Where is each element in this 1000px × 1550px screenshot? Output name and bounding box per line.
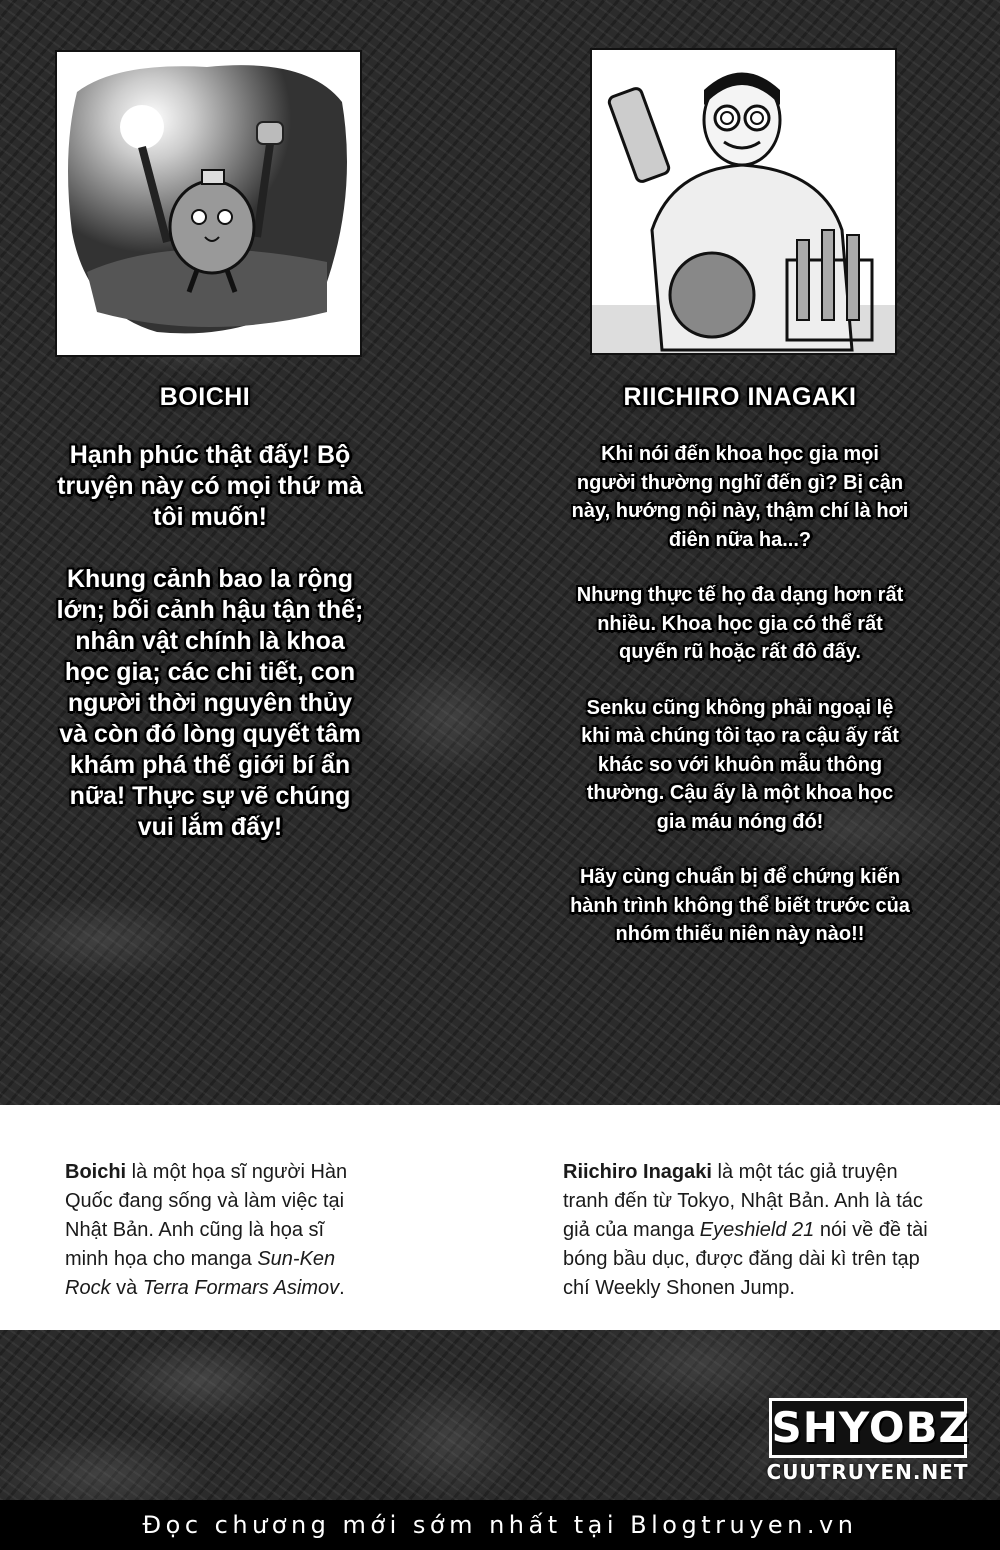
- footer-banner: Đọc chương mới sớm nhất tại Blogtruyen.vn: [0, 1500, 1000, 1550]
- boichi-quote-paragraph: Khung cảnh bao la rộng lớn; bối cảnh hậu tận thế; nhân vật chính là khoa học gia; các chi tiết, con người thời nguyên thủy và còn đó lòng quyết tâm khám phá thế giới bí ẩn nữa! Thực sự vẽ chúng vui lắm đấy!: [56, 565, 364, 841]
- logo-sub-text: CUUTRUYEN.NET: [766, 1460, 969, 1484]
- inagaki-quote-paragraph: Senku cũng không phải ngoại lệ khi mà chúng tôi tạo ra cậu ấy rất khác so với khuôn mẫu thông thường. Cậu ấy là một khoa học gia máu nóng đó!: [581, 696, 899, 833]
- bio-text: và: [110, 1277, 143, 1299]
- scanlation-logo: [765, 1398, 970, 1488]
- boichi-quote: [55, 440, 365, 843]
- bio-title: Eyeshield 21: [699, 1219, 815, 1241]
- inagaki-name: RIICHIRO INAGAKI: [623, 383, 857, 411]
- boichi-bio: [65, 1158, 365, 1303]
- inagaki-bio: [563, 1158, 933, 1303]
- logo-main-text: SHYOBZ: [769, 1398, 967, 1458]
- inagaki-quote-paragraph: Nhưng thực tế họ đa dạng hơn rất nhiều. Khoa học gia có thể rất quyến rũ hoặc rất đô đấy.: [576, 584, 904, 663]
- robot-with-torches-illustration: [57, 52, 360, 355]
- bio-name: Boichi: [65, 1161, 127, 1183]
- bio-text: nói về đề tài bóng bầu dục, được đăng dài kì trên tạp chí Weekly Shonen Jump.: [563, 1219, 928, 1299]
- bio-title: Terra Formars Asimov: [142, 1277, 340, 1299]
- bio-title: Sun-Ken Rock: [65, 1248, 336, 1299]
- inagaki-quote-paragraph: Khi nói đến khoa học gia mọi người thường nghĩ đến gì? Bị cận này, hướng nội này, thậm chí là hơi điên nữa ha...?: [571, 443, 909, 551]
- boichi-quote-paragraph: Hạnh phúc thật đấy! Bộ truyện này có mọi thứ mà tôi muốn!: [57, 441, 363, 531]
- bio-text: .: [339, 1277, 345, 1299]
- boichi-name: BOICHI: [159, 383, 251, 411]
- inagaki-quote-paragraph: Hãy cùng chuẩn bị để chứng kiến hành trình không thể biết trước của nhóm thiếu niên này nào!!: [570, 866, 910, 945]
- inagaki-quote: [570, 440, 910, 949]
- bio-text: là một tác giả truyện tranh đến từ Tokyo, Nhật Bản. Anh là tác giả của manga: [563, 1161, 923, 1241]
- bio-name: Riichiro Inagaki: [563, 1161, 712, 1183]
- boichi-illustration: [55, 50, 362, 357]
- bio-text: là một họa sĩ người Hàn Quốc đang sống và làm việc tại Nhật Bản. Anh cũng là họa sĩ minh họa cho manga: [65, 1161, 348, 1270]
- inagaki-illustration: [590, 48, 897, 355]
- scientist-with-glassware-illustration: [592, 50, 895, 353]
